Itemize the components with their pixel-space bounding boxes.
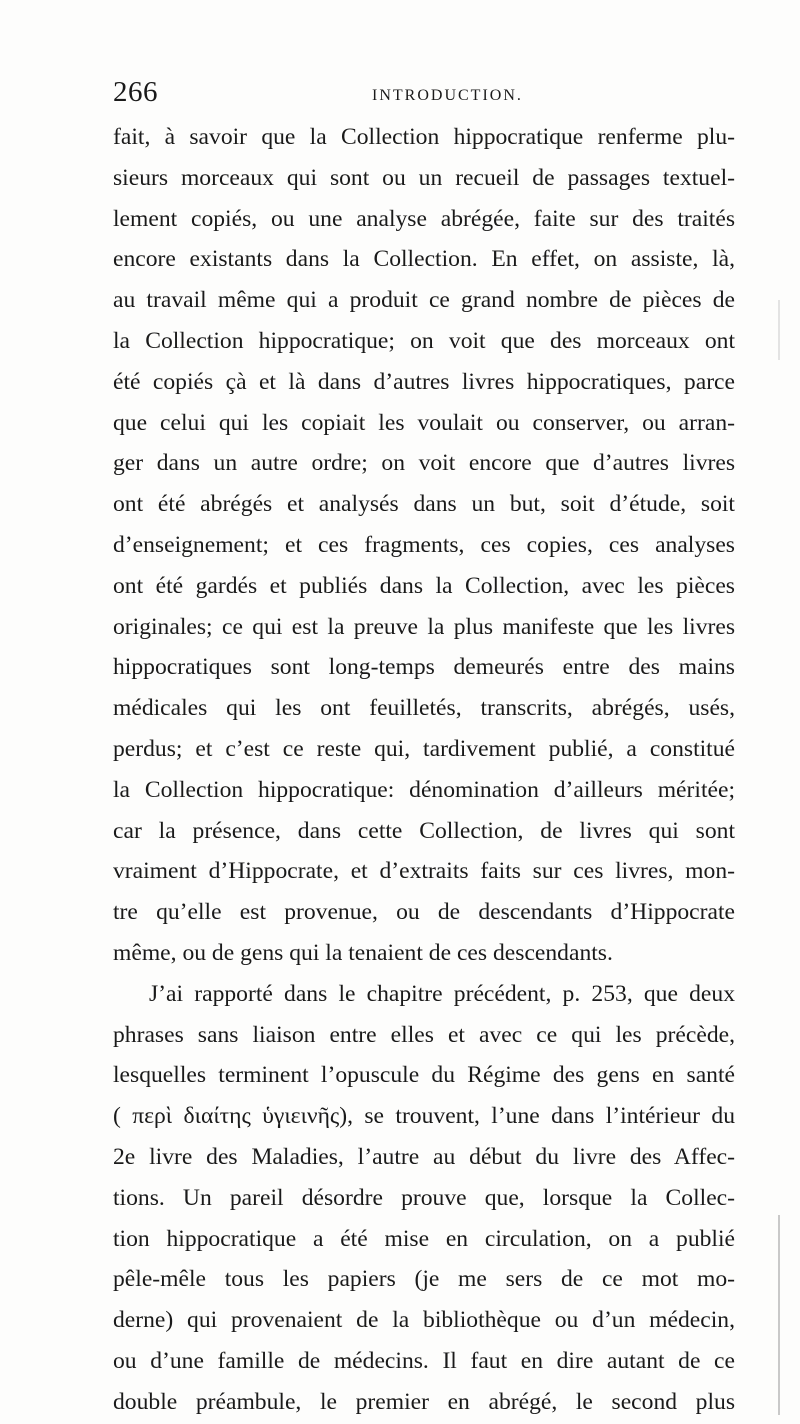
text-line: tions. Un pareil désordre prouve que, lorsque la Collec- [113, 1184, 735, 1211]
page-number: 266 [113, 76, 158, 108]
text-line: J’ai rapporté dans le chapitre précédent, p. 253, que deux [149, 980, 735, 1007]
text-line: encore existants dans la Collection. En effet, on assiste, là, [113, 246, 735, 273]
text-line: d’enseignement; et ces fragments, ces copies, ces analyses [113, 531, 735, 558]
text-line: ou d’une famille de médecins. Il faut en dire autant de ce [113, 1347, 735, 1374]
text-line: au travail même qui a produit ce grand nombre de pièces de [113, 287, 735, 314]
text-line: fait, à savoir que la Collection hippocratique renferme plu- [113, 124, 735, 150]
text-line: tion hippocratique a été mise en circulation, on a publié [113, 1225, 735, 1252]
text-line: double préambule, le premier en abrégé, le second plus [113, 1388, 735, 1415]
text-line: originales; ce qui est la preuve la plus manifeste que les livres [113, 613, 735, 640]
text-line: hippocratiques sont long-temps demeurés entre des mains [113, 654, 735, 681]
text-line: phrases sans liaison entre elles et avec ce qui les précède, [113, 1021, 735, 1048]
running-title: INTRODUCTION. [372, 87, 523, 104]
text-line: la Collection hippocratique; on voit que des morceaux ont [113, 327, 735, 354]
text-line: lesquelles terminent l’opuscule du Régime des gens en santé [113, 1062, 735, 1089]
text-line: que celui qui les copiait les voulait ou conserver, ou arran- [113, 409, 735, 436]
text-line: lement copiés, ou une analyse abrégée, faite sur des traités [113, 205, 735, 232]
text-line: sieurs morceaux qui sont ou un recueil de passages textuel- [113, 164, 735, 191]
text-line: perdus; et c’est ce reste qui, tardivement publié, a constitué [113, 735, 735, 762]
binding-shadow [778, 1215, 780, 1415]
text-line: car la présence, dans cette Collection, de livres qui sont [113, 817, 735, 844]
text-line: 2e livre des Maladies, l’autre au début du livre des Affec- [113, 1143, 735, 1170]
body-text [113, 117, 735, 1423]
text-line: médicales qui les ont feuilletés, transcrits, abrégés, usés, [113, 695, 735, 722]
text-line: derne) qui provenaient de la bibliothèque ou d’un médecin, [113, 1307, 735, 1334]
text-line: ( περὶ διαίτης ὑγιεινῆς), se trouvent, l’une dans l’intérieur du [113, 1103, 735, 1130]
text-line: vraiment d’Hippocrate, et d’extraits faits sur ces livres, mon- [113, 858, 735, 885]
text-line: ger dans un autre ordre; on voit encore que d’autres livres [113, 450, 735, 477]
text-line: tre qu’elle est provenue, ou de descendants d’Hippocrate [113, 899, 735, 926]
running-head [113, 76, 733, 116]
text-line: même, ou de gens qui la tenaient de ces descendants. [113, 939, 613, 966]
text-line: pêle-mêle tous les papiers (je me sers de ce mot mo- [113, 1266, 735, 1293]
text-line: été copiés çà et là dans d’autres livres hippocratiques, parce [113, 368, 735, 395]
text-line: ont été abrégés et analysés dans un but, soit d’étude, soit [113, 491, 735, 518]
binding-shadow [778, 300, 780, 360]
text-line: ont été gardés et publiés dans la Collection, avec les pièces [113, 572, 735, 599]
text-line: la Collection hippocratique: dénomination d’ailleurs méritée; [113, 776, 735, 803]
